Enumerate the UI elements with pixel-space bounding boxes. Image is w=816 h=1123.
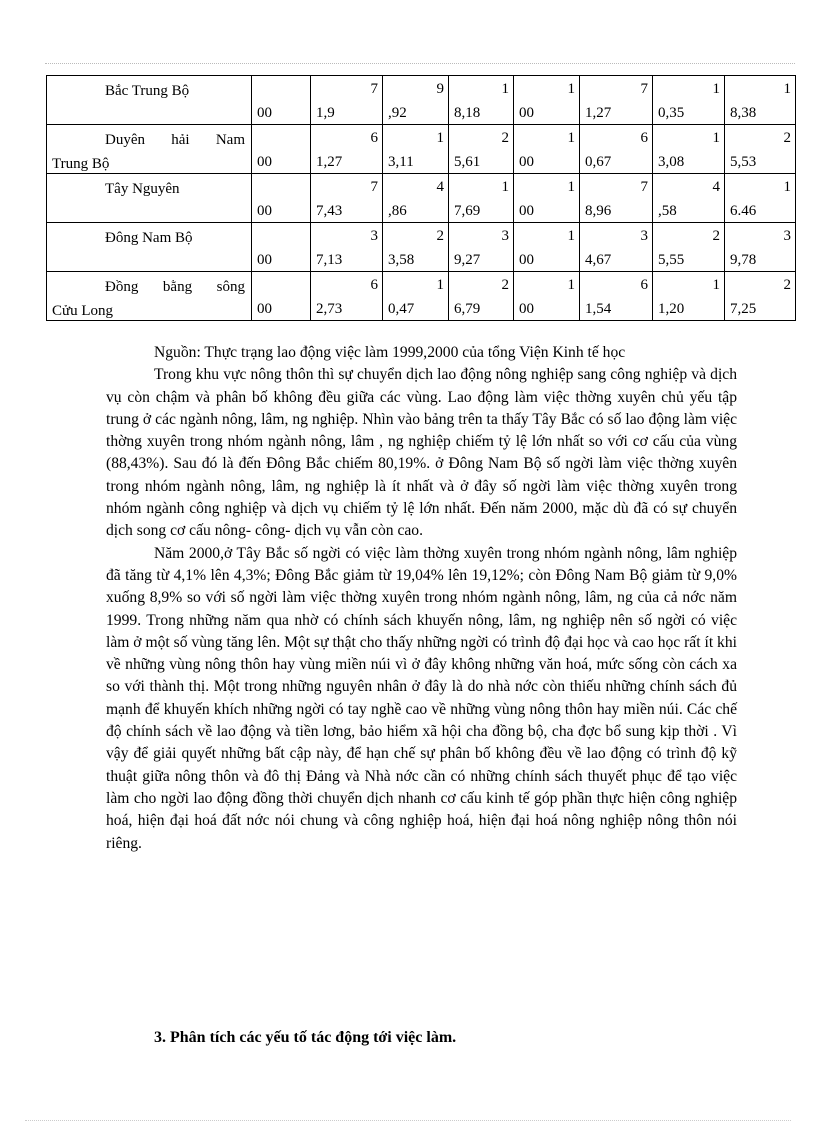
region-cell — [47, 223, 252, 272]
value-top: 1 — [783, 179, 791, 195]
value-top: 2 — [501, 277, 509, 293]
value-cell — [653, 223, 725, 272]
value-bottom: 6.46 — [730, 203, 757, 219]
value-top: 2 — [501, 130, 509, 146]
value-cell — [311, 223, 383, 272]
value-cell — [383, 223, 449, 272]
paragraph: Năm 2000,ở Tây Bắc số ngời có việc làm thờng xuyên trong nhóm ngành nông, lâm nghiệp đã tăng từ 4,1% lên 4,3%; Đông Bắc giảm từ 19,04% lên 19,12%; còn Đông Nam Bộ giảm từ 9,0% xuống 8,9% so với số ngời làm việc thờng xuyên trong nhóm ngành nông, lâm, ng của cả nớc năm 1999. Trong những năm qua nhờ có chính sách khuyến nông, lâm, ng nghiệp nên số ngời có việc làm ở một số vùng tăng lên. Một sự thật cho thấy những ngời có trình độ đại học và cao học rất ít khi về những vùng nông thôn hay vùng miền núi vì ở đây không những văn hoá, mức sống còn cách xa so với thành thị. Một trong những nguyên nhân ở đây là do nhà nớc còn thiếu những chính sách đủ mạnh để khuyến khích những ngời có tay nghề cao về những vùng nông thôn hay miền núi. Các chế độ chính sách về lao động và tiền lơng, bảo hiểm xã hội cha đồng bộ, cha đợc bổ sung kịp thời . Vì vậy để giải quyết những bất cập này, để hạn chế sự phân bố không đều về lao động có trình độ kỹ thuật giữa nông thôn và đô thị Đảng và Nhà nớc cần có những chính sách thuyết phục để tạo việc làm cho ngời lao động đồng thời chuyển dịch nhanh cơ cấu kinh tế góp phần thực hiện công nghiệp hoá, hiện đại hoá đất nớc nói chung và công nghiệp hoá, hiện đại hoá nông nghiệp nông thôn nói riêng. — [106, 544, 737, 852]
region-cell — [47, 272, 252, 321]
value-cell — [514, 272, 580, 321]
value-cell — [580, 76, 653, 125]
value-cell — [653, 125, 725, 174]
value-bottom: 00 — [257, 203, 272, 219]
value-top: 3 — [370, 228, 378, 244]
value-bottom: 00 — [519, 203, 534, 219]
value-top: 1 — [712, 81, 720, 97]
value-top: 2 — [436, 228, 444, 244]
value-bottom: 1,27 — [316, 154, 343, 170]
value-cell — [514, 76, 580, 125]
page-bottom-rule — [25, 1120, 791, 1121]
paragraph: Trong khu vực nông thôn thì sự chuyển dịch lao động nông nghiệp sang công nghiệp và dịch vụ còn chậm và phân bố không đều giữa các vùng. Lao động làm việc thờng xuyên chủ yếu tập trung ở các ngành nông, lâm, ng nghiệp. Nhìn vào bảng trên ta thấy Tây Bắc có số lao động làm việc thờng xuyên trong nhóm ngành nông, lâm , ng nghiệp chiếm tỷ lệ lớn nhất so với cơ cấu của vùng (88,43%). Sau đó là đến Đông Bắc chiếm 80,19%. ở Đông Nam Bộ số ngời làm việc thờng xuyên trong nhóm ngành nông, lâm, ng nghiệp là ít nhất và ở đây số ngời làm việc thờng xuyên trong nhóm ngành công nghiệp và dịch vụ chiếm tỷ lệ lớn nhất. Đến năm 2000, mặc dù đã có sự chuyển dịch song cơ cấu nông- công- dịch vụ vẫn còn cao. — [106, 366, 737, 540]
value-cell — [252, 272, 311, 321]
table-row — [47, 76, 796, 125]
region-name: Bắc Trung Bộ — [105, 83, 190, 99]
value-bottom: 4,67 — [585, 252, 612, 268]
value-top: 2 — [783, 277, 791, 293]
value-cell — [725, 76, 796, 125]
value-bottom: 8,96 — [585, 203, 612, 219]
table-row — [47, 272, 796, 321]
value-bottom: 6,79 — [454, 301, 481, 317]
table-row — [47, 174, 796, 223]
value-cell — [580, 174, 653, 223]
value-bottom: 1,54 — [585, 301, 612, 317]
region-cell — [47, 174, 252, 223]
value-cell — [725, 223, 796, 272]
value-bottom: 00 — [519, 105, 534, 121]
value-top: 6 — [640, 277, 648, 293]
value-top: 1 — [783, 81, 791, 97]
value-cell — [580, 223, 653, 272]
value-cell — [580, 125, 653, 174]
value-top: 7 — [370, 179, 378, 195]
value-bottom: 00 — [519, 301, 534, 317]
value-top: 6 — [640, 130, 648, 146]
region-name: Tây Nguyên — [105, 181, 180, 197]
value-bottom: 7,25 — [730, 301, 757, 317]
value-top: 1 — [567, 81, 575, 97]
value-bottom: 0,67 — [585, 154, 612, 170]
table-row — [47, 125, 796, 174]
value-bottom: 8,38 — [730, 105, 757, 121]
value-cell — [252, 174, 311, 223]
value-cell — [311, 272, 383, 321]
value-cell — [449, 223, 514, 272]
value-bottom: ,58 — [658, 203, 677, 219]
value-bottom: 00 — [257, 301, 272, 317]
value-bottom: 7,13 — [316, 252, 343, 268]
value-top: 3 — [501, 228, 509, 244]
body-text — [106, 342, 737, 855]
value-bottom: 3,08 — [658, 154, 685, 170]
value-bottom: 5,55 — [658, 252, 685, 268]
value-cell — [514, 223, 580, 272]
value-top: 3 — [783, 228, 791, 244]
value-top: 4 — [436, 179, 444, 195]
value-top: 6 — [370, 277, 378, 293]
value-top: 9 — [436, 81, 444, 97]
value-top: 1 — [567, 277, 575, 293]
value-cell — [252, 223, 311, 272]
value-bottom: 0,35 — [658, 105, 685, 121]
value-bottom: 2,73 — [316, 301, 343, 317]
value-top: 2 — [712, 228, 720, 244]
value-cell — [449, 76, 514, 125]
value-top: 4 — [712, 179, 720, 195]
page-top-rule — [45, 63, 795, 64]
section-heading: 3. Phân tích các yếu tố tác động tới việc làm. — [154, 1029, 457, 1046]
value-cell — [725, 125, 796, 174]
value-cell — [449, 174, 514, 223]
value-top: 2 — [783, 130, 791, 146]
value-top: 1 — [436, 130, 444, 146]
value-bottom: 9,78 — [730, 252, 757, 268]
table-row — [47, 223, 796, 272]
value-cell — [514, 174, 580, 223]
value-top: 1 — [712, 130, 720, 146]
value-cell — [653, 76, 725, 125]
value-cell — [383, 272, 449, 321]
value-top: 1 — [567, 228, 575, 244]
employment-structure-table — [46, 75, 796, 321]
value-cell — [725, 272, 796, 321]
value-cell — [252, 76, 311, 125]
value-cell — [653, 272, 725, 321]
value-bottom: 00 — [257, 252, 272, 268]
value-top: 1 — [567, 130, 575, 146]
value-bottom: 5,61 — [454, 154, 481, 170]
value-top: 3 — [640, 228, 648, 244]
value-top: 1 — [712, 277, 720, 293]
value-bottom: 3,11 — [388, 154, 414, 170]
value-top: 1 — [567, 179, 575, 195]
value-bottom: 00 — [519, 154, 534, 170]
value-top: 1 — [501, 81, 509, 97]
value-bottom: 00 — [257, 154, 272, 170]
value-cell — [725, 174, 796, 223]
value-top: 7 — [640, 179, 648, 195]
value-cell — [383, 174, 449, 223]
region-name: Duyên hải Nam — [105, 132, 245, 148]
value-cell — [311, 125, 383, 174]
value-bottom: 3,58 — [388, 252, 415, 268]
value-bottom: 1,20 — [658, 301, 685, 317]
value-bottom: 9,27 — [454, 252, 481, 268]
value-bottom: ,86 — [388, 203, 407, 219]
value-bottom: 8,18 — [454, 105, 481, 121]
value-cell — [580, 272, 653, 321]
value-cell — [653, 174, 725, 223]
value-top: 7 — [370, 81, 378, 97]
region-name-cont: Cửu Long — [52, 303, 114, 319]
region-name-cont: Trung Bộ — [52, 156, 110, 172]
region-cell — [47, 76, 252, 125]
value-bottom: 1,9 — [316, 105, 335, 121]
value-top: 6 — [370, 130, 378, 146]
value-cell — [514, 125, 580, 174]
value-bottom: 1,27 — [585, 105, 612, 121]
value-cell — [252, 125, 311, 174]
value-bottom: 5,53 — [730, 154, 757, 170]
value-bottom: 00 — [519, 252, 534, 268]
value-bottom: ,92 — [388, 105, 407, 121]
region-cell — [47, 125, 252, 174]
value-cell — [383, 125, 449, 174]
value-top: 7 — [640, 81, 648, 97]
value-cell — [311, 76, 383, 125]
region-name: Đông Nam Bộ — [105, 230, 193, 246]
region-name: Đồng bằng sông — [105, 279, 245, 295]
value-bottom: 7,69 — [454, 203, 481, 219]
value-top: 1 — [436, 277, 444, 293]
value-cell — [383, 76, 449, 125]
value-cell — [449, 272, 514, 321]
value-cell — [311, 174, 383, 223]
value-cell — [449, 125, 514, 174]
value-top: 1 — [501, 179, 509, 195]
value-bottom: 00 — [257, 105, 272, 121]
source-note: Nguồn: Thực trạng lao động việc làm 1999,2000 của tổng Viện Kinh tế học — [154, 344, 626, 361]
value-bottom: 0,47 — [388, 301, 415, 317]
value-bottom: 7,43 — [316, 203, 343, 219]
